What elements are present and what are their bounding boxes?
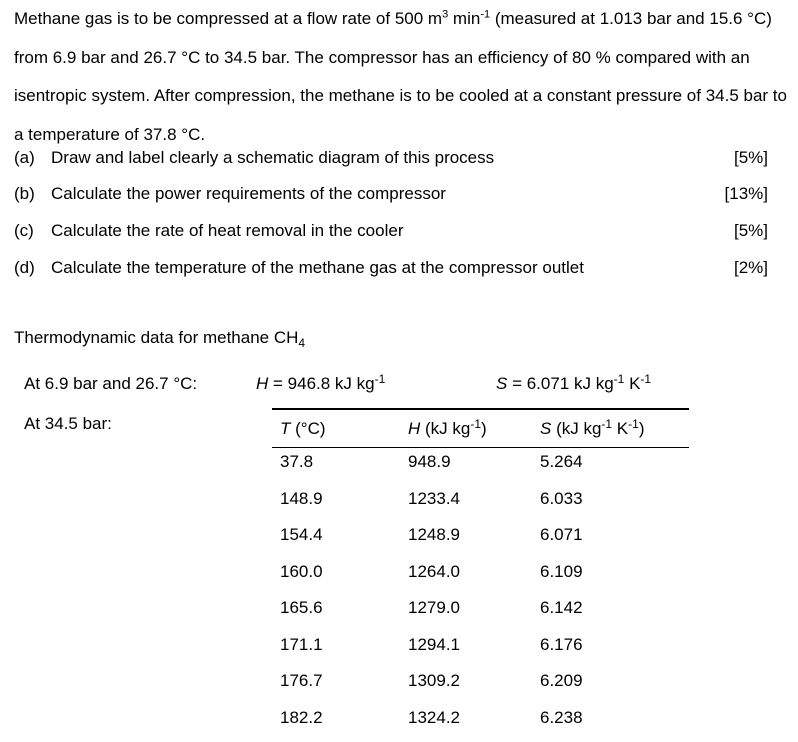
entropy-col-sup-2: -1 [628, 417, 639, 431]
part-text: Draw and label clearly a schematic diagram of this process [51, 148, 495, 167]
enthalpy-col-close: ) [481, 419, 487, 438]
inlet-enthalpy [256, 372, 385, 396]
part-c [14, 219, 784, 243]
cell-enthalpy: 1248.9 [408, 525, 460, 544]
part-marks: [5%] [733, 148, 768, 167]
entropy-unit-sup-2: -1 [640, 372, 652, 386]
entropy-col-close: ) [638, 419, 645, 438]
part-b [14, 182, 784, 206]
part-a [14, 146, 784, 170]
enthalpy-col-unit: (kJ kg [420, 419, 471, 438]
temperature-unit: (°C) [290, 419, 326, 438]
part-d [14, 256, 784, 280]
inlet-entropy [496, 372, 651, 396]
cell-enthalpy: 1309.2 [408, 671, 460, 690]
entropy-col-k: K [612, 419, 629, 438]
cell-entropy: 6.176 [540, 635, 583, 654]
cell-enthalpy: 1279.0 [408, 598, 460, 617]
entropy-unit-sup-1: -1 [613, 372, 625, 386]
problem-sup-1: 3 [442, 8, 449, 21]
condition-outlet: At 34.5 bar: [24, 414, 112, 433]
cell-entropy: 6.142 [540, 598, 583, 617]
enthalpy-value: = 946.8 kJ kg [268, 374, 375, 393]
cell-enthalpy: 948.9 [408, 452, 451, 471]
part-label: (b) [14, 184, 35, 203]
enthalpy-col-sup: -1 [470, 417, 482, 431]
part-label: (d) [14, 258, 35, 277]
problem-statement [14, 0, 794, 154]
cell-entropy: 6.209 [540, 671, 583, 690]
part-text: Calculate the temperature of the methane gas at the compressor outlet [51, 258, 584, 277]
part-label: (c) [14, 221, 34, 240]
cell-enthalpy: 1233.4 [408, 489, 460, 508]
thermo-heading [14, 326, 305, 350]
thermo-heading-sub: 4 [298, 336, 306, 350]
entropy-unit-k: K [624, 374, 641, 393]
temperature-symbol: T [280, 419, 291, 438]
cell-temperature: 171.1 [280, 635, 323, 654]
part-marks: [2%] [733, 258, 768, 277]
entropy-symbol: S [496, 374, 508, 393]
part-label: (a) [14, 148, 35, 167]
enthalpy-unit-sup: -1 [374, 372, 386, 386]
entropy-col-symbol: S [540, 419, 552, 438]
enthalpy-col-symbol: H [408, 419, 421, 438]
table-header-rule [272, 447, 689, 448]
cell-entropy: 6.033 [540, 489, 583, 508]
entropy-value: = 6.071 kJ kg [507, 374, 614, 393]
cell-temperature: 182.2 [280, 708, 323, 727]
problem-text-2: min [448, 9, 481, 28]
cell-entropy: 5.264 [540, 452, 583, 471]
cell-temperature: 37.8 [280, 452, 314, 471]
problem-text-1: Methane gas is to be compressed at a flow rate of 500 m [14, 9, 443, 28]
thermo-heading-text: Thermodynamic data for methane CH [14, 328, 299, 347]
cell-temperature: 165.6 [280, 598, 323, 617]
cell-enthalpy: 1324.2 [408, 708, 460, 727]
entropy-col-sup-1: -1 [601, 417, 613, 431]
cell-entropy: 6.238 [540, 708, 583, 727]
problem-sup-2: -1 [480, 8, 491, 21]
entropy-col-unit: (kJ kg [551, 419, 602, 438]
condition-inlet: At 6.9 bar and 26.7 °C: [24, 374, 198, 393]
part-marks: [5%] [733, 221, 768, 240]
cell-enthalpy: 1264.0 [408, 562, 460, 581]
enthalpy-symbol: H [256, 374, 269, 393]
part-text: Calculate the power requirements of the compressor [51, 184, 446, 203]
cell-temperature: 160.0 [280, 562, 323, 581]
cell-temperature: 176.7 [280, 671, 323, 690]
part-text: Calculate the rate of heat removal in the cooler [51, 221, 404, 240]
cell-enthalpy: 1294.1 [408, 635, 460, 654]
part-marks: [13%] [724, 184, 768, 203]
cell-entropy: 6.071 [540, 525, 583, 544]
table-top-rule [272, 408, 689, 410]
cell-temperature: 154.4 [280, 525, 323, 544]
column-header-temperature [280, 417, 326, 441]
problem-text-3: (measured at 1.013 bar and 15.6 °C) from 6.9 bar and 26.7 °C to 34.5 bar. The compressor has an efficiency of 80 % compared with an isentropic system. After compression, the methane is to be cooled at a constant pressure of 34.5 bar to a temperature of 37.8 °C. [14, 9, 787, 144]
cell-entropy: 6.109 [540, 562, 583, 581]
column-header-entropy [540, 417, 644, 441]
cell-temperature: 148.9 [280, 489, 323, 508]
column-header-enthalpy [408, 417, 487, 441]
